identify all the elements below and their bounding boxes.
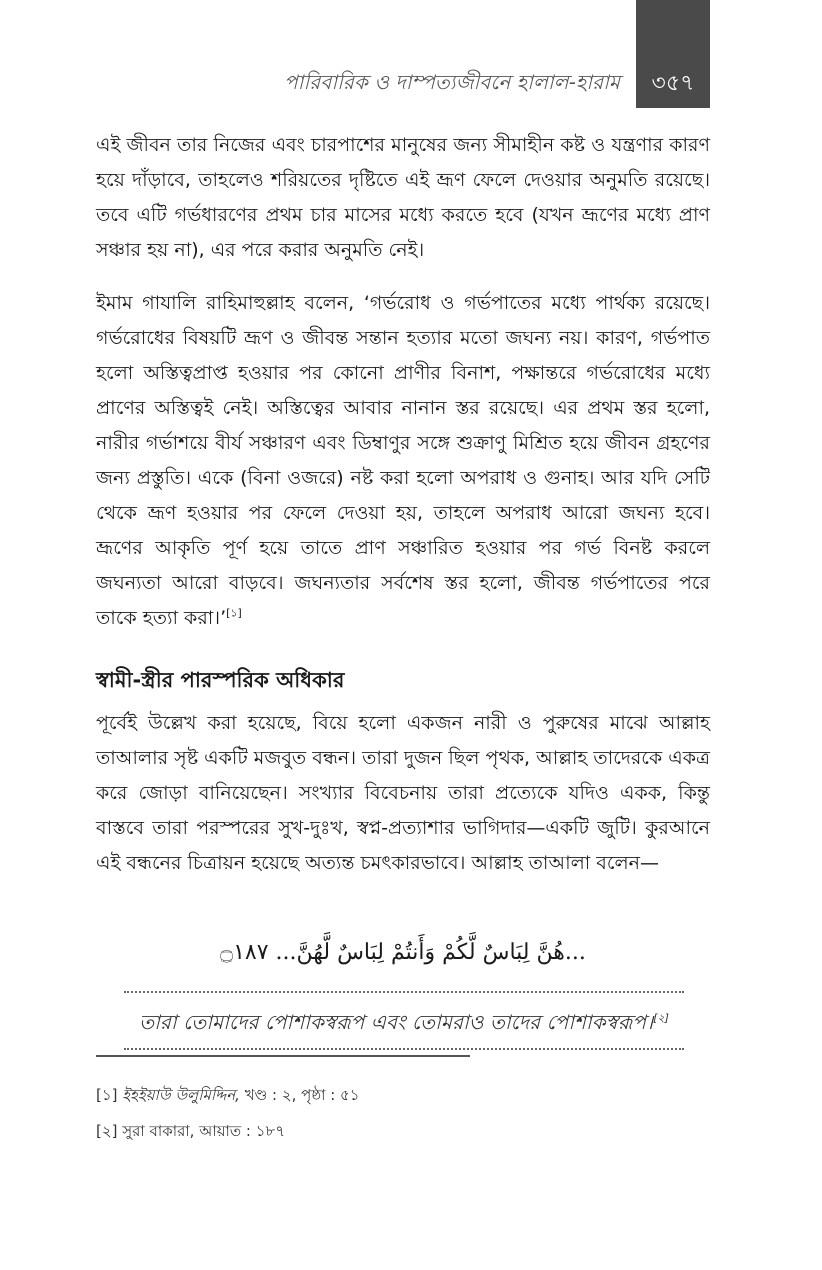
footnote-rule — [96, 1055, 470, 1057]
footnote-2 — [96, 1120, 285, 1145]
footnote-2-detail: সুরা বাকারা, আয়াত : ১৮৭ — [122, 1122, 285, 1140]
paragraph-2-text: ইমাম গাযালি রাহিমাহুল্লাহ বলেন, ‘গর্ভরোধ ও গর্ভপাতের মধ্যে পার্থক্য রয়েছে। গর্ভরোধের বিষয়টি ভ্রূণ ও জীবন্ত সন্তান হত্যার মতো জঘন্য নয়। কারণ, গর্ভপাত হলো অস্তিত্বপ্রাপ্ত হওয়ার পর কোনো প্রাণীর বিনাশ, পক্ষান্তরে গর্ভরোধের মধ্যে প্রাণের অস্তিত্বই নেই। অস্তিত্বের আবার নানান স্তর রয়েছে। এর প্রথম স্তর হলো, নারীর গর্ভাশয়ে বীর্য সঞ্চারণ এবং ডিম্বাণুর সঙ্গে শুক্রাণু মিশ্রিত হয়ে জীবন গ্রহণের জন্য প্রস্তুতি। একে (বিনা ওজরে) নষ্ট করা হলো অপরাধ ও গুনাহ। আর যদি সেটি থেকে ভ্রূণ হওয়ার পর ফেলে দেওয়া হয়, তাহলে অপরাধ আরো জঘন্য হবে। ভ্রূণের আকৃতি পূর্ণ হয়ে তাতে প্রাণ সঞ্চারিত হওয়ার পর গর্ভ বিনষ্ট করলে জঘন্যতা আরো বাড়বে। জঘন্যতার সর্বশেষ স্তর হলো, জীবন্ত গর্ভপাতের পরে তাকে হত্যা করা।’ — [96, 292, 710, 629]
paragraph-3-text: পূর্বেই উল্লেখ করা হয়েছে, বিয়ে হলো একজন নারী ও পুরুষের মাঝে আল্লাহ তাআলার সৃষ্ট একটি মজবুত বন্ধন। তারা দুজন ছিল পৃথক, আল্লাহ তাদেরকে একত্র করে জোড়া বানিয়েছেন। সংখ্যার বিবেচনায় তারা প্রত্যেকে যদিও একক, কিন্তু বাস্তবে তারা পরস্পরের সুখ-দুঃখ, স্বপ্ন-প্রত্যাশার ভাগিদার—একটি জুটি। কুরআনে এই বন্ধনের চিত্রায়ন হয়েছে অত্যন্ত চমৎকারভাবে। আল্লাহ তাআলা বলেন— — [96, 712, 710, 874]
dotted-divider-top — [124, 991, 684, 993]
footnote-1-detail: খণ্ড : ২, পৃষ্ঠা : ৫১ — [239, 1086, 360, 1104]
dotted-divider-bottom — [124, 1048, 684, 1050]
paragraph-1 — [96, 128, 710, 268]
footnote-1-marker: [১] — [96, 1086, 118, 1104]
footnote-ref-1[interactable]: [১] — [226, 606, 242, 620]
paragraph-2 — [96, 286, 710, 636]
quran-verse: ...هُنَّ لِبَاسٌ لَّكُمْ وَأَنتُمْ لِبَاسٌ لَّهُنَّ... ۝١٨٧ — [220, 940, 586, 965]
section-heading: স্বামী-স্ত্রীর পারস্পরিক অধিকার — [96, 668, 345, 692]
verse-translation — [124, 1008, 684, 1041]
paragraph-1-text: এই জীবন তার নিজের এবং চারপাশের মানুষের জন্য সীমাহীন কষ্ট ও যন্ত্রণার কারণ হয়ে দাঁড়াবে, তাহলেও শরিয়তের দৃষ্টিতে এই ভ্রূণ ফেলে দেওয়ার অনুমতি রয়েছে। তবে এটি গর্ভধারণের প্রথম চার মাসের মধ্যে করতে হবে (যখন ভ্রূণের মধ্যে প্রাণ সঞ্চার হয় না), এর পরে করার অনুমতি নেই। — [96, 134, 710, 261]
footnote-1 — [96, 1084, 360, 1109]
verse-translation-text: তারা তোমাদের পোশাকস্বরূপ এবং তোমরাও তাদের পোশাকস্বরূপ। — [139, 1010, 654, 1034]
running-title: পারিবারিক ও দাম্পত্যজীবনে হালাল-হারাম — [284, 70, 620, 94]
paragraph-3 — [96, 706, 710, 881]
footnote-ref-2[interactable]: [২] — [653, 1011, 669, 1025]
page-number-box — [636, 0, 710, 108]
page-number: ৩৫৭ — [651, 71, 695, 96]
footnote-1-source: ইহইয়াউ উলুমিদ্দিন, — [122, 1086, 240, 1104]
footnote-2-marker: [২] — [96, 1122, 118, 1140]
